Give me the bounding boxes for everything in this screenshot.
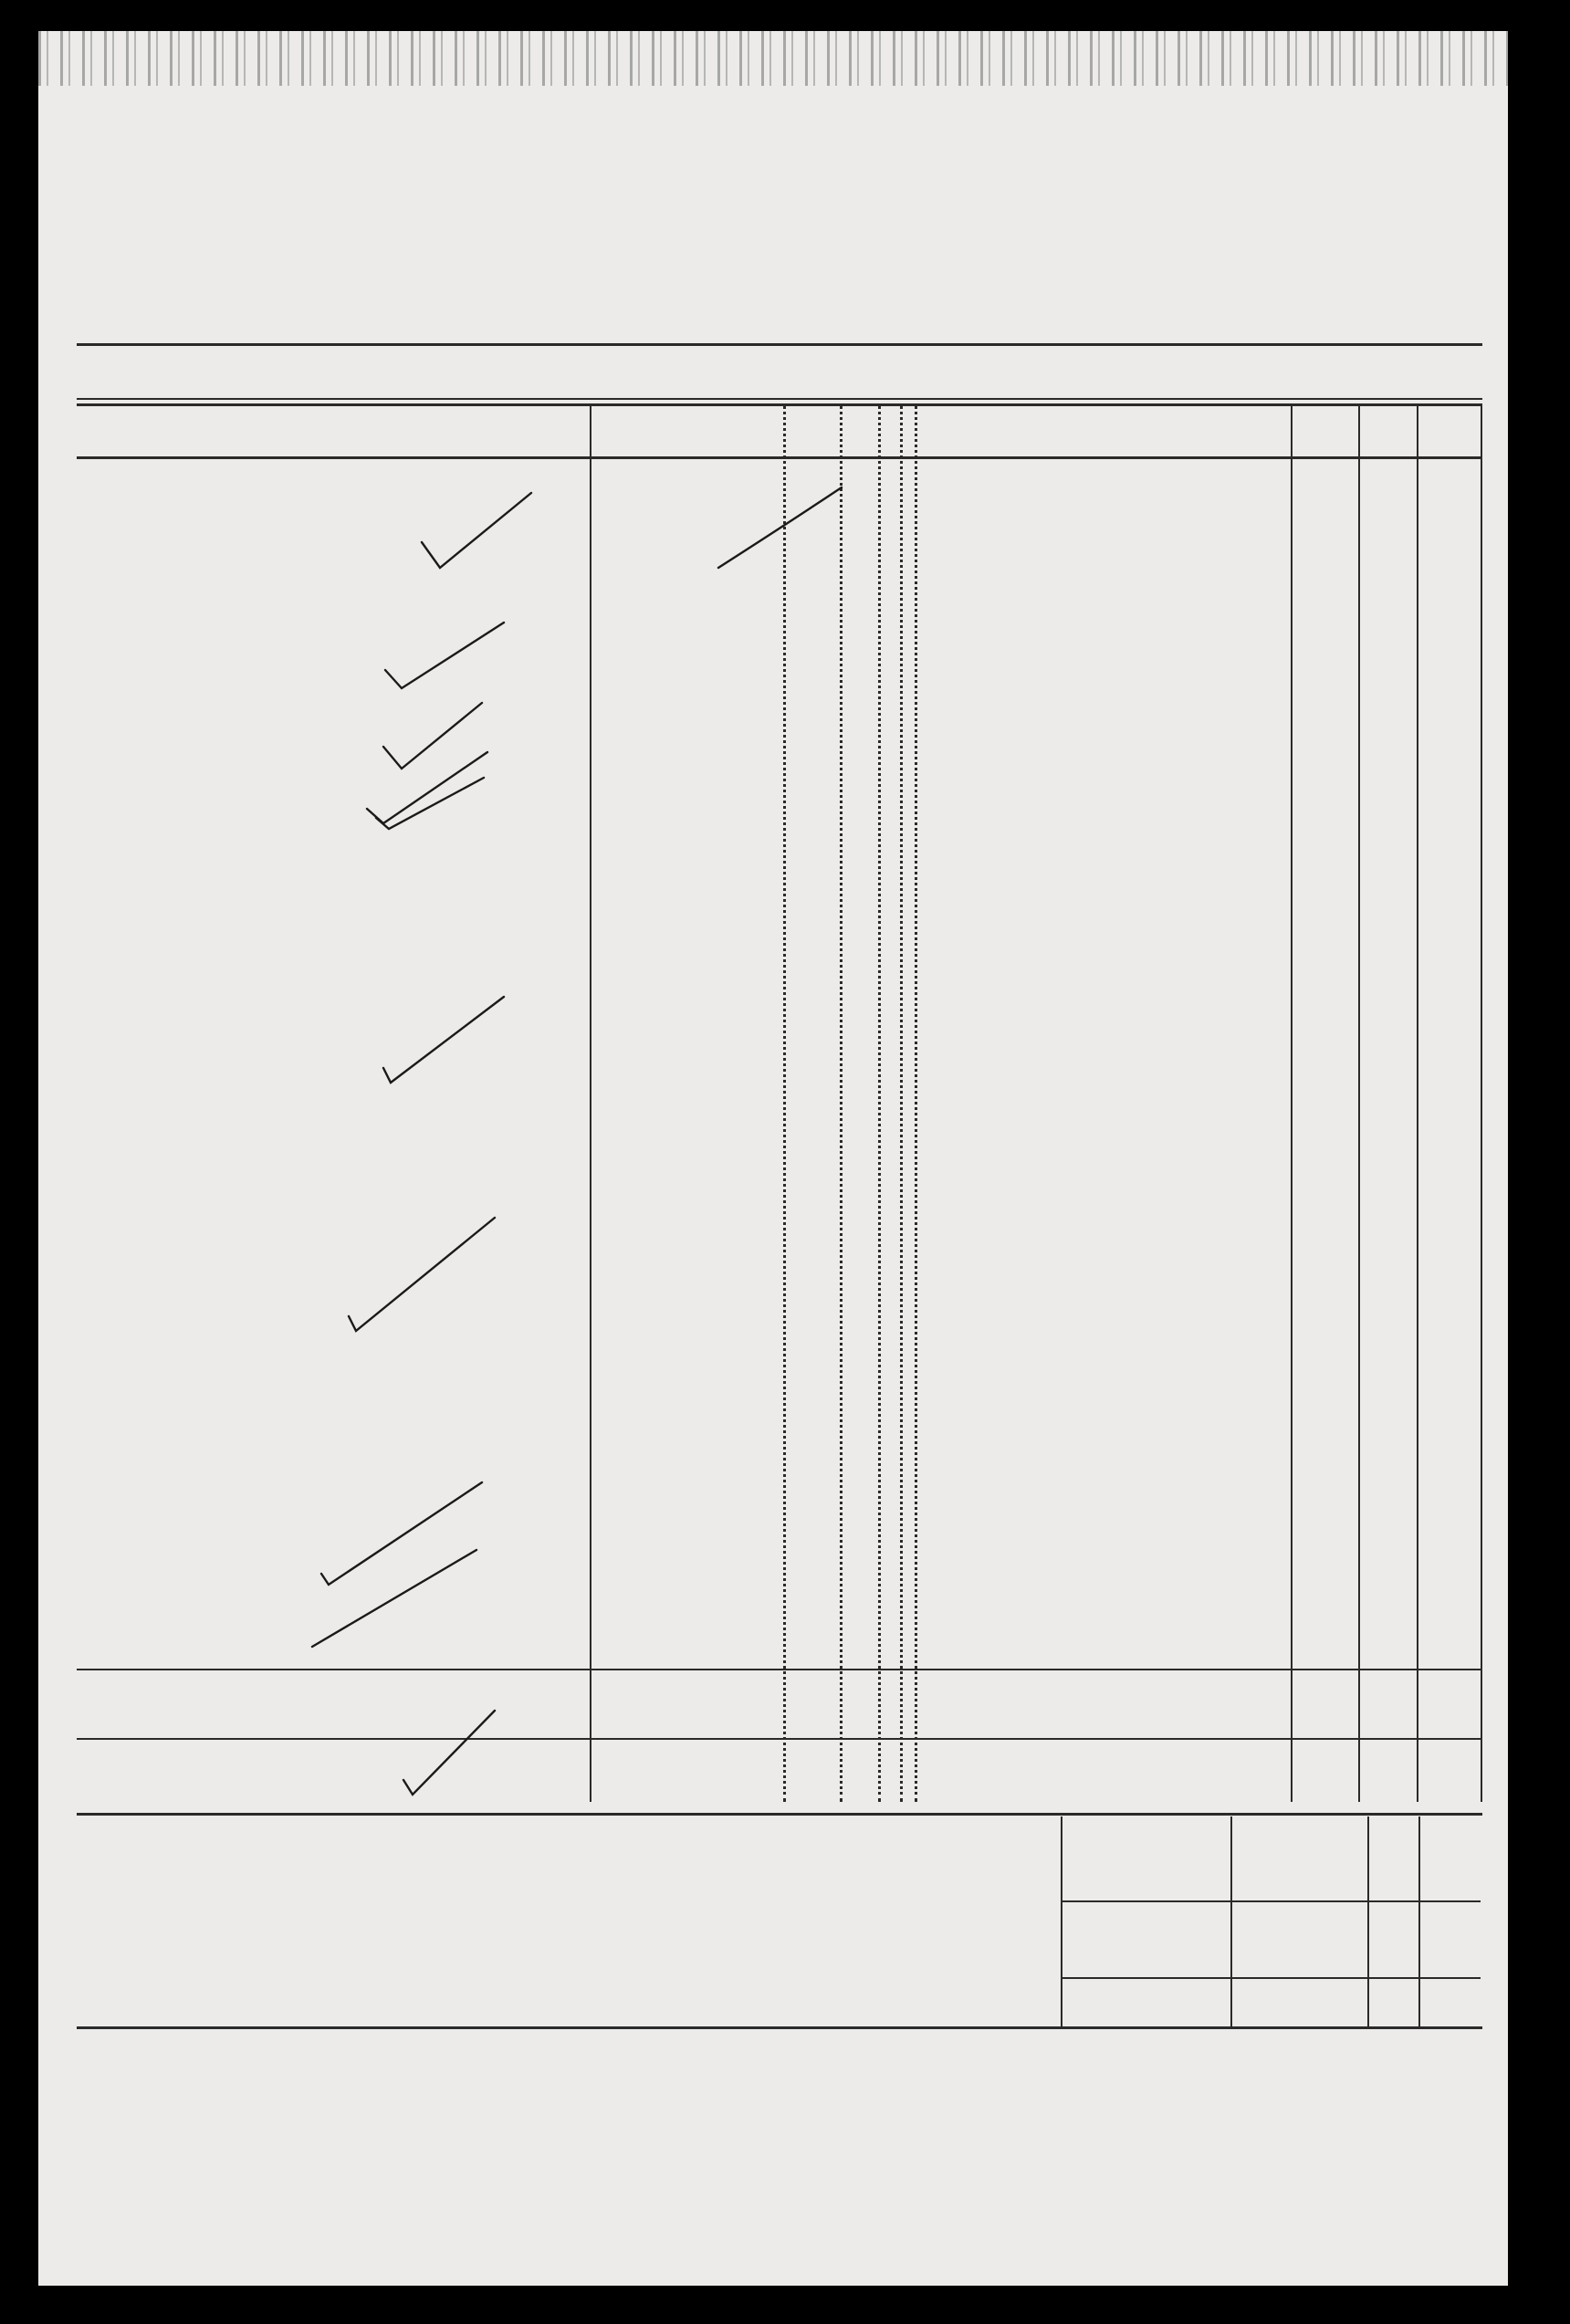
handwritten-checkmarks (38, 31, 1508, 2286)
manifest-page (38, 31, 1508, 2286)
